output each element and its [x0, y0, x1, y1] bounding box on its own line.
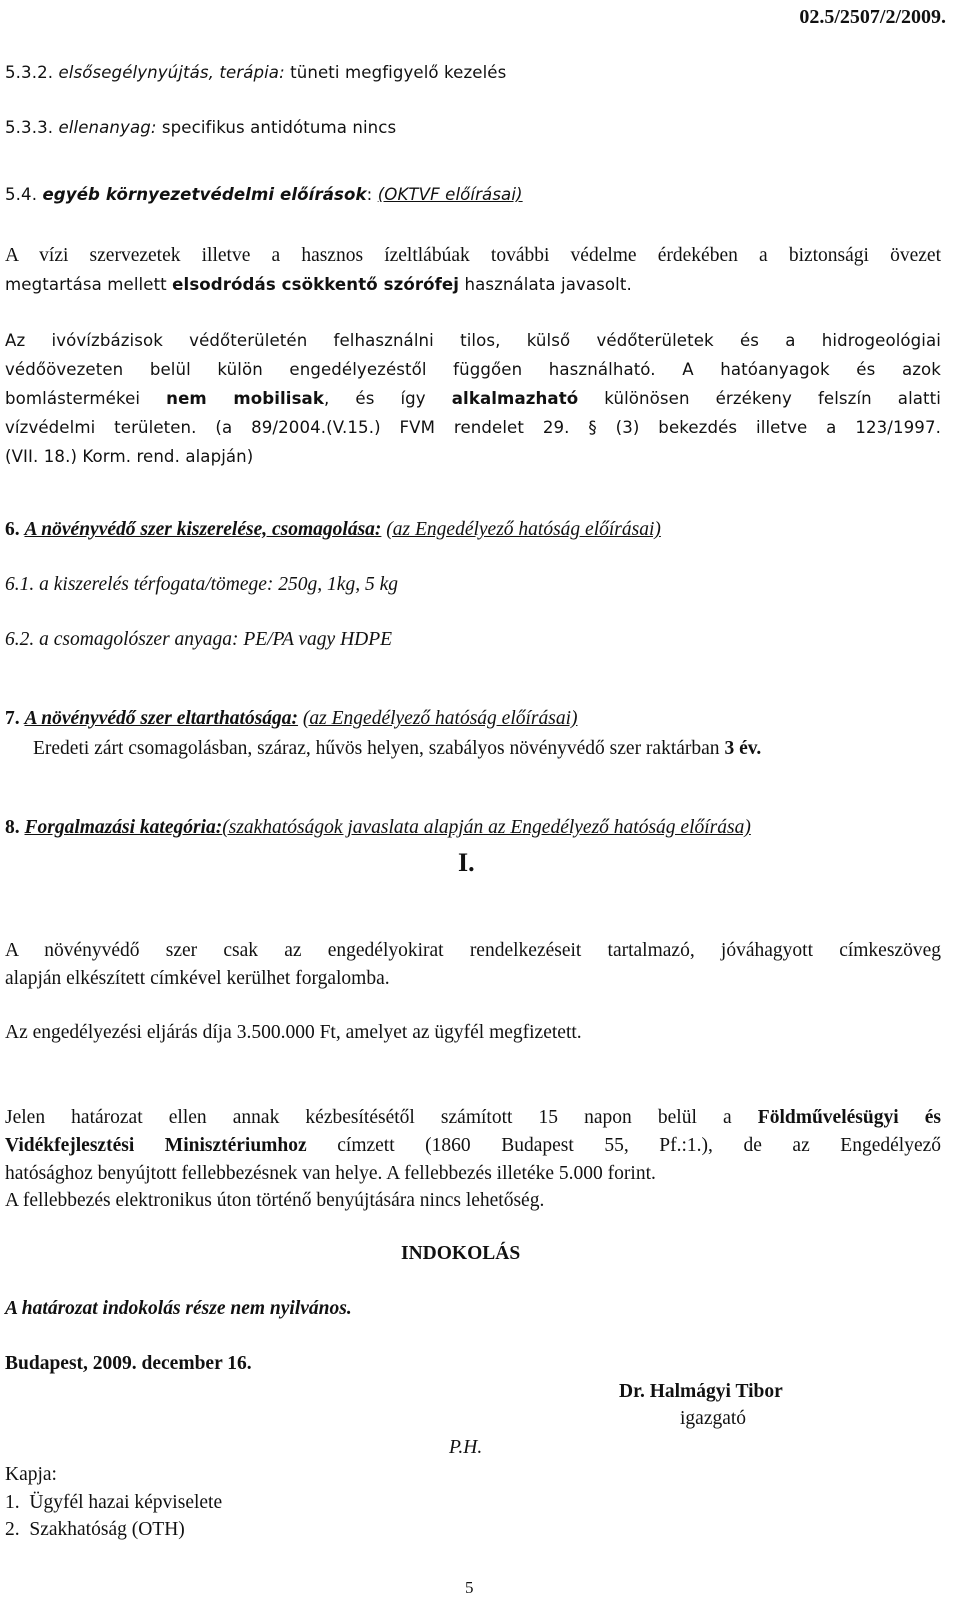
paragraph-appeal-line-4: A fellebbezés elektronikus úton történő benyújtására nincs lehetőség.	[5, 1190, 545, 1211]
section-text: tüneti megfigyelő kezelés	[290, 63, 507, 82]
section-label: ellenanyag:	[58, 118, 157, 137]
paragraph-protection-line-1: A vízi szervezetek illetve a hasznos ízeltlábúak további védelme érdekében a biztonsági övezet	[5, 245, 941, 266]
section-7-heading	[5, 708, 578, 730]
storage-condition	[33, 738, 761, 760]
text-run: címzett (1860 Budapest 55, Pf.:1.), de az Engedélyező	[306, 1135, 941, 1156]
text-emphasis: elsodródás csökkentő szórófej	[172, 275, 460, 294]
paragraph-water-line-3	[5, 389, 941, 408]
text-emphasis: nem mobilisak	[166, 389, 324, 408]
distribution-category: I.	[458, 848, 475, 877]
recipients-label: Kapja:	[5, 1464, 57, 1485]
section-number: 7.	[5, 708, 20, 729]
section-number: 5.3.2.	[5, 63, 54, 82]
issue-date: Budapest, 2009. december 16.	[5, 1353, 252, 1374]
section-number: 8.	[5, 817, 20, 838]
paragraph-appeal-line-2	[5, 1135, 941, 1157]
text-emphasis: alkalmazható	[451, 389, 579, 408]
text-run: , és így	[323, 389, 452, 408]
stamp-placeholder: P.H.	[449, 1437, 483, 1458]
section-title: Forgalmazási kategória:	[24, 817, 223, 838]
section-number: 5.3.3.	[5, 118, 54, 137]
paragraph-label-line-2: alapján elkészített címkével kerülhet forgalomba.	[5, 968, 390, 989]
paragraph-fee: Az engedélyezési eljárás díja 3.500.000 Ft, amelyet az ügyfél megfizetett.	[5, 1022, 582, 1043]
recipient-item: 1. Ügyfél hazai képviselete	[5, 1492, 223, 1513]
text-run: Jelen határozat ellen annak kézbesítésétől számított 15 napon belül a	[5, 1107, 758, 1128]
section-5-4	[5, 185, 523, 204]
paragraph-protection-line-2	[5, 275, 632, 294]
ministry-name: Földművelésügyi és	[757, 1107, 941, 1128]
section-6-heading	[5, 519, 661, 541]
non-public-note: A határozat indokolás része nem nyilvános.	[5, 1298, 352, 1319]
paragraph-water-line-5: (VII. 18.) Korm. rend. alapján)	[5, 447, 254, 466]
paragraph-water-line-4: vízvédelmi területen. (a 89/2004.(V.15.) FVM rendelet 29. § (3) bekezdés illetve a 123/1997.	[5, 418, 941, 437]
text-run: Eredeti zárt csomagolásban, száraz, hűvös helyen, szabályos növényvédő szer raktárban	[33, 738, 725, 759]
section-note: (szakhatóságok javaslata alapján az Engedélyező hatóság előírása)	[222, 817, 751, 838]
section-title: A növényvédő szer kiszerelése, csomagolása:	[24, 519, 382, 540]
section-note: (az Engedélyező hatóság előírásai)	[302, 708, 578, 729]
section-number: 5.4.	[5, 185, 38, 204]
ministry-name: Vidékfejlesztési Minisztériumhoz	[5, 1135, 307, 1156]
document-number: 02.5/2507/2/2009.	[799, 6, 946, 28]
page-number: 5	[465, 1578, 474, 1597]
section-note: (OKTVF előírásai)	[377, 185, 523, 204]
section-8-heading	[5, 817, 751, 839]
text-run: bomlástermékei	[5, 389, 167, 408]
section-colon: :	[366, 185, 373, 204]
section-6-2: 6.2. a csomagolószer anyaga: PE/PA vagy HDPE	[5, 629, 393, 650]
section-5-3-2	[5, 63, 506, 82]
section-note: (az Engedélyező hatóság előírásai)	[386, 519, 661, 540]
section-label: egyéb környezetvédelmi előírások	[42, 185, 367, 204]
recipient-item: 2. Szakhatóság (OTH)	[5, 1519, 185, 1540]
reasoning-heading: INDOKOLÁS	[401, 1243, 521, 1264]
text-run: megtartása mellett	[5, 275, 173, 294]
paragraph-appeal-line-3: hatósághoz benyújtott fellebbezésnek van helye. A fellebbezés illetéke 5.000 forint.	[5, 1163, 656, 1184]
section-6-1: 6.1. a kiszerelés térfogata/tömege: 250g, 1kg, 5 kg	[5, 574, 398, 595]
paragraph-water-line-2: védőövezeten belül külön engedélyezéstől függően használható. A hatóanyagok és azok	[5, 360, 941, 379]
paragraph-appeal-line-1	[5, 1107, 941, 1129]
section-5-3-3	[5, 118, 396, 137]
paragraph-label-line-1: A növényvédő szer csak az engedélyokirat rendelkezéseit tartalmazó, jóváhagyott címkeszöveg	[5, 940, 941, 961]
section-number: 6.	[5, 519, 20, 540]
shelf-life: 3 év.	[724, 738, 762, 759]
signer-title: igazgató	[680, 1408, 747, 1429]
section-title: A növényvédő szer eltarthatósága:	[24, 708, 299, 729]
signer-name: Dr. Halmágyi Tibor	[619, 1381, 783, 1402]
text-run: használata javasolt.	[459, 275, 632, 294]
section-text: specifikus antidótuma nincs	[161, 118, 397, 137]
text-run: különösen érzékeny felszín alatti	[578, 389, 941, 408]
section-label: elsősegélynyújtás, terápia:	[58, 63, 285, 82]
paragraph-water-line-1: Az ivóvízbázisok védőterületén felhasználni tilos, külső védőterületek és a hidrogeológiai	[5, 331, 941, 350]
